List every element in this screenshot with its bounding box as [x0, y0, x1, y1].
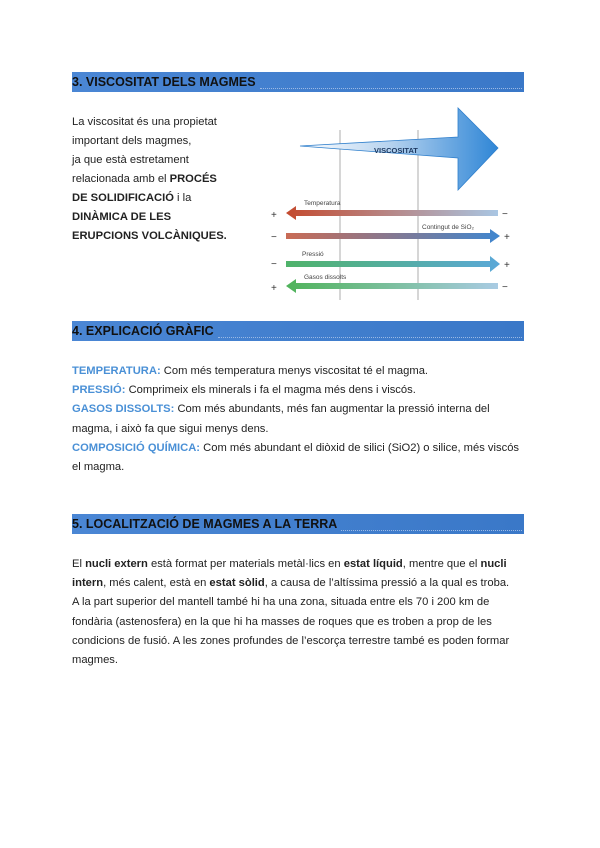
row1-left-sign: +: [271, 210, 277, 221]
section5-header: [72, 514, 524, 534]
s4-item-temperatura: [72, 362, 528, 381]
s4-label-gasos: GASOS DISSOLTS:: [72, 403, 175, 416]
section5-title: 5. LOCALITZACIÓ DE MAGMES A LA TERRA: [72, 517, 338, 531]
viscosity-arrow-label: VISCOSITAT: [374, 146, 418, 155]
section4-header: [72, 321, 524, 341]
s5-p1-nucli-intern: nucli intern: [72, 558, 507, 590]
s4-text-composicio: Com més abundant el diòxid de silici (SiO2) o silice, més viscós el magma.: [72, 441, 520, 474]
s4-text-gasos: Com més abundants, més fan augmentar la pressió interna del magma, i això fa que sigui menys dens.: [72, 403, 490, 435]
s4-label-composicio: COMPOSICIÓ QUÍMICA:: [72, 441, 201, 454]
s4-text-pressio: Comprimeix els minerals i fa el magma més dens i viscós.: [125, 384, 416, 397]
s4-item-gasos: [72, 400, 528, 438]
row4-arrow: [286, 279, 498, 293]
s4-label-pressio: PRESSIÓ:: [72, 384, 126, 397]
row4-left-sign: +: [271, 283, 277, 294]
s3-line4: [72, 170, 272, 189]
row4-right-sign: −: [502, 282, 508, 293]
s3-line5-plain: i la: [173, 192, 192, 204]
s5-p1-c: està format per materials metàl·lics en: [147, 558, 344, 570]
section3-dots: [260, 87, 522, 89]
row3-arrow: [286, 256, 500, 272]
row2-right-sign: +: [504, 232, 510, 243]
s5-p1-estat-solid: estat sòlid: [209, 577, 265, 590]
s4-text-temperatura: Com més temperatura menys viscositat té el magma.: [160, 365, 429, 377]
s5-p1-nucli-extern: nucli extern: [85, 558, 148, 570]
section3-header: [72, 72, 524, 92]
row3-left-sign: −: [271, 259, 277, 270]
section3-title: 3. VISCOSITAT DELS MAGMES: [72, 75, 256, 89]
section5-text: [72, 555, 528, 670]
s4-label-temperatura: TEMPERATURA:: [72, 365, 161, 377]
s5-p1-e: , mentre que el: [402, 558, 481, 570]
section3-text: [72, 113, 272, 246]
section4-text: [72, 362, 528, 477]
row1-arrow: [286, 206, 498, 220]
s5-p1-i: , a causa de l’altíssima pressió a la qual es troba.: [264, 577, 510, 590]
s3-bold1: PROCÉS: [169, 173, 217, 185]
s3-line3: ja que està estretament: [72, 154, 189, 166]
s5-p1-g: , més calent, està en: [103, 577, 210, 590]
s3-line4-plain: relacionada amb el: [72, 173, 170, 185]
s5-p1-estat-liquid: estat líquid: [343, 558, 403, 570]
section5-dots: [341, 529, 522, 531]
s3-line7: [72, 227, 272, 246]
viscosity-diagram: [262, 100, 524, 305]
s5-paragraph-2: A la part superior del mantell també hi ha una zona, situada entre els 70 i 200 km de fondària (astenosfera) en la que hi ha masses de roques que es troben a prop de les condicions de fusió. A les zones profundes de l’escorça terrestre també es poden formar magmes.: [72, 596, 510, 667]
row3-label: Pressió: [302, 251, 324, 258]
row1-right-sign: −: [502, 209, 508, 220]
s5-p1-a: El: [72, 558, 86, 570]
row1-label: Temperatura: [304, 200, 341, 207]
section4-title: 4. EXPLICACIÓ GRÀFIC: [72, 324, 214, 338]
s3-line5: [72, 189, 272, 208]
row2-label: Contingut de SiO₂: [422, 224, 475, 231]
row2-left-sign: −: [271, 232, 277, 243]
s3-bold3: DINÀMICA DE LES: [72, 211, 172, 223]
s4-item-pressio: [72, 381, 528, 400]
s4-item-composicio: [72, 439, 528, 477]
s5-paragraph-1: [72, 555, 528, 593]
row4-label: Gasos dissolts: [304, 274, 347, 281]
s3-bold4: ERUPCIONS VOLCÀNIQUES.: [72, 230, 227, 242]
s3-line1: La viscositat és una propietat: [72, 116, 217, 128]
row3-right-sign: +: [504, 260, 510, 271]
s3-bold2: DE SOLIDIFICACIÓ: [72, 192, 174, 204]
s3-line2: important dels magmes,: [72, 135, 192, 147]
section4-dots: [218, 336, 522, 338]
row2-arrow: [286, 229, 500, 243]
s3-line6: [72, 208, 272, 227]
